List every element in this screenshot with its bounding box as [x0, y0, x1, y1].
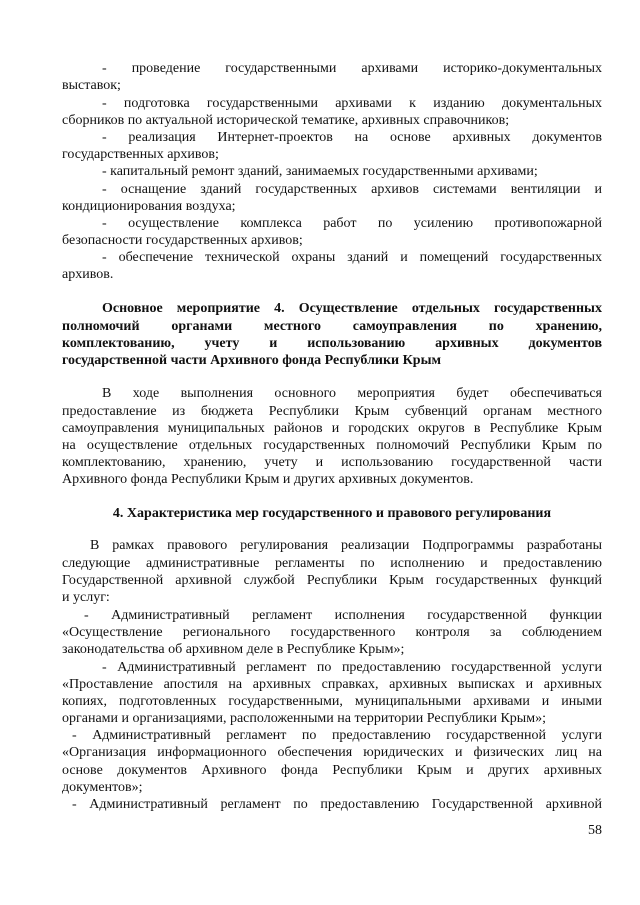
measure4-paragraph: В ходе выполнения основного мероприятия будет обеспечиваться	[102, 386, 602, 401]
measure4-paragraph: комплектованию, хранению, учету и использованию государственной части	[62, 455, 602, 470]
section-title: 4. Характеристика мер государственного и правового регулирования	[112, 506, 552, 521]
section-intro: В рамках правового регулирования реализации Подпрограммы разработаны	[90, 538, 602, 553]
measure4-heading: комплектованию, учету и использованию архивных документов	[62, 336, 602, 351]
measure4-paragraph: самоуправления муниципальных районов и городских округов в Республике Крым	[62, 421, 602, 436]
measure4-paragraph: Архивного фонда Республики Крым и других архивных документов.	[62, 472, 474, 487]
list-item-continuation: безопасности государственных архивов;	[62, 233, 303, 248]
regulation-item: - Административный регламент по предоставлению государственной услуги	[72, 728, 602, 743]
page-number: 58	[588, 823, 602, 838]
regulation-item: законодательства об архивном деле в Республике Крым»;	[62, 642, 405, 657]
measure4-paragraph: на осуществление отдельных государственных полномочий Республики Крым по	[62, 438, 602, 453]
regulation-item: документов»;	[62, 780, 143, 795]
list-item: - обеспечение технической охраны зданий и помещений государственных	[102, 250, 602, 265]
list-item: - оснащение зданий государственных архивов системами вентиляции и	[102, 182, 602, 197]
list-item: - капитальный ремонт зданий, занимаемых государственными архивами;	[102, 164, 538, 179]
section-intro: Государственной архивной службой Республики Крым государственных функций	[62, 573, 602, 588]
list-item-continuation: архивов.	[62, 267, 114, 282]
list-item: - проведение государственными архивами историко-документальных	[102, 61, 602, 76]
measure4-heading: полномочий органами местного самоуправления по хранению,	[62, 319, 602, 334]
regulation-item: - Административный регламент исполнения государственной функции	[84, 608, 602, 623]
section-intro: и услуг:	[62, 590, 110, 605]
list-item: - подготовка государственными архивами к изданию документальных	[102, 96, 602, 111]
list-item-continuation: выставок;	[62, 78, 121, 93]
measure4-paragraph: предоставление из бюджета Республики Крым субвенций органам местного	[62, 404, 602, 419]
section-intro: следующие административные регламенты по исполнению и предоставлению	[62, 556, 602, 571]
regulation-item: органами и организациями, расположенными на территории Республики Крым»;	[62, 711, 546, 726]
measure4-heading: Основное мероприятие 4. Осуществление отдельных государственных	[102, 301, 602, 316]
list-item: - осуществление комплекса работ по усилению противопожарной	[102, 216, 602, 231]
list-item-continuation: сборников по актуальной исторической тематике, архивных справочников;	[62, 113, 510, 128]
regulation-item: основе документов Архивного фонда Республики Крым и других архивных	[62, 763, 602, 778]
regulation-item: копиях, подготовленных государственными, муниципальными архивами и иными	[62, 694, 602, 709]
regulation-item: - Административный регламент по предоставлению государственной услуги	[102, 660, 602, 675]
measure4-heading: государственной части Архивного фонда Республики Крым	[62, 353, 442, 368]
list-item-continuation: кондиционирования воздуха;	[62, 199, 236, 214]
regulation-item: «Проставление апостиля на архивных справках, архивных выписках и архивных	[62, 677, 602, 692]
regulation-item: - Административный регламент по предоставлению Государственной архивной	[72, 797, 602, 812]
regulation-item: «Осуществление регионального государственного контроля за соблюдением	[62, 625, 602, 640]
list-item-continuation: государственных архивов;	[62, 147, 219, 162]
regulation-item: «Организация информационного обеспечения юридических и физических лиц на	[62, 745, 602, 760]
list-item: - реализация Интернет-проектов на основе архивных документов	[102, 130, 602, 145]
